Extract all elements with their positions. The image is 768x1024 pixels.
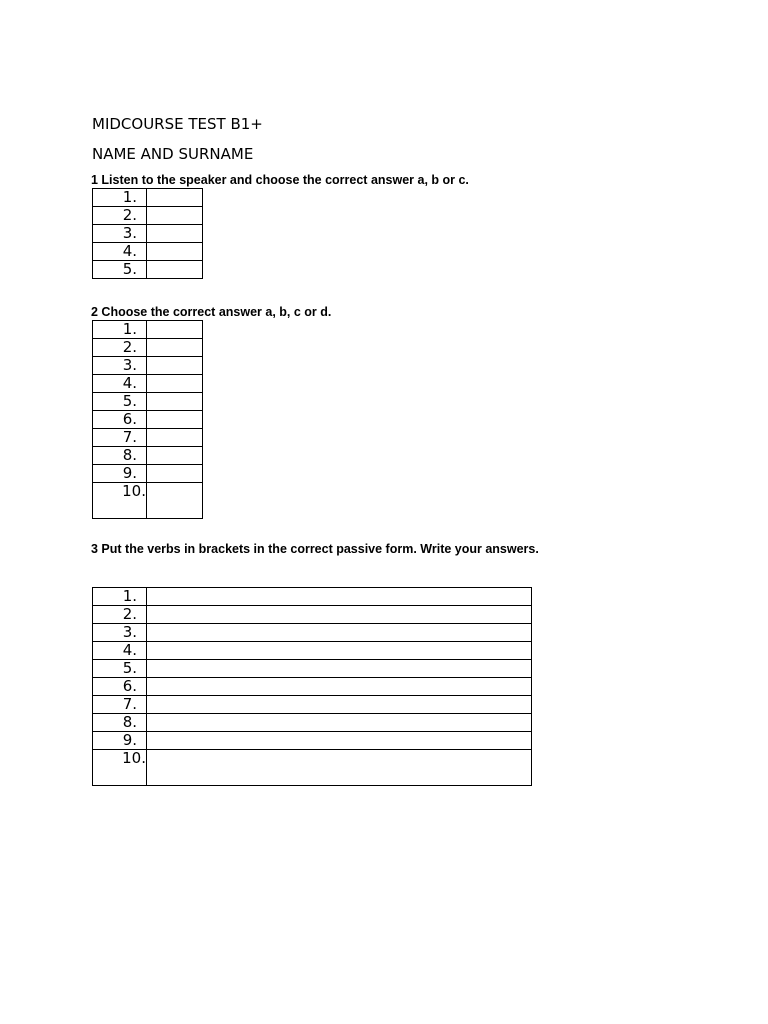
- answer-cell[interactable]: [147, 207, 203, 225]
- answer-cell[interactable]: [147, 732, 532, 750]
- table-row: [93, 321, 203, 339]
- item-number: 7.: [93, 696, 147, 714]
- table-row: [93, 225, 203, 243]
- item-number: 4.: [93, 375, 147, 393]
- section-2-answer-table: [92, 320, 203, 519]
- name-and-surname-label: NAME AND SURNAME: [92, 145, 254, 163]
- table-row: [93, 243, 203, 261]
- item-number: 3.: [93, 225, 147, 243]
- table-row: [93, 678, 532, 696]
- section-3-heading: 3 Put the verbs in brackets in the correct passive form. Write your answers.: [91, 542, 539, 556]
- answer-cell[interactable]: [147, 339, 203, 357]
- answer-cell[interactable]: [147, 189, 203, 207]
- answer-cell[interactable]: [147, 243, 203, 261]
- item-number: 5.: [93, 660, 147, 678]
- answer-cell[interactable]: [147, 696, 532, 714]
- table-row: [93, 339, 203, 357]
- answer-cell[interactable]: [147, 750, 532, 786]
- table-row: [93, 261, 203, 279]
- item-number: 6.: [93, 678, 147, 696]
- answer-cell[interactable]: [147, 429, 203, 447]
- answer-cell[interactable]: [147, 447, 203, 465]
- section-2-heading: 2 Choose the correct answer a, b, c or d.: [91, 305, 332, 319]
- answer-cell[interactable]: [147, 357, 203, 375]
- table-row: [93, 588, 532, 606]
- answer-cell[interactable]: [147, 321, 203, 339]
- answer-cell[interactable]: [147, 393, 203, 411]
- item-number: 1.: [93, 189, 147, 207]
- table-row: [93, 606, 532, 624]
- answer-cell[interactable]: [147, 588, 532, 606]
- item-number: 2.: [93, 207, 147, 225]
- test-title: MIDCOURSE TEST B1+: [92, 115, 263, 133]
- item-number: 9.: [93, 465, 147, 483]
- table-row: [93, 483, 203, 519]
- answer-cell[interactable]: [147, 411, 203, 429]
- answer-cell[interactable]: [147, 375, 203, 393]
- answer-cell[interactable]: [147, 465, 203, 483]
- answer-cell[interactable]: [147, 660, 532, 678]
- item-number: 4.: [93, 243, 147, 261]
- item-number: 10.: [93, 750, 147, 786]
- table-row: [93, 750, 532, 786]
- table-row: [93, 447, 203, 465]
- item-number: 8.: [93, 447, 147, 465]
- item-number: 5.: [93, 393, 147, 411]
- table-row: [93, 624, 532, 642]
- item-number: 1.: [93, 588, 147, 606]
- table-row: [93, 465, 203, 483]
- table-row: [93, 696, 532, 714]
- item-number: 5.: [93, 261, 147, 279]
- answer-cell[interactable]: [147, 261, 203, 279]
- section-1-heading: 1 Listen to the speaker and choose the correct answer a, b or c.: [91, 173, 469, 187]
- answer-cell[interactable]: [147, 225, 203, 243]
- table-row: [93, 642, 532, 660]
- section-1-answer-table: [92, 188, 203, 279]
- answer-cell[interactable]: [147, 606, 532, 624]
- table-row: [93, 429, 203, 447]
- section-3-answer-table: [92, 587, 532, 786]
- table-row: [93, 375, 203, 393]
- answer-cell[interactable]: [147, 624, 532, 642]
- item-number: 3.: [93, 624, 147, 642]
- item-number: 1.: [93, 321, 147, 339]
- table-row: [93, 660, 532, 678]
- table-row: [93, 732, 532, 750]
- item-number: 7.: [93, 429, 147, 447]
- table-row: [93, 189, 203, 207]
- item-number: 3.: [93, 357, 147, 375]
- item-number: 9.: [93, 732, 147, 750]
- item-number: 2.: [93, 339, 147, 357]
- table-row: [93, 393, 203, 411]
- item-number: 8.: [93, 714, 147, 732]
- item-number: 2.: [93, 606, 147, 624]
- item-number: 4.: [93, 642, 147, 660]
- answer-cell[interactable]: [147, 483, 203, 519]
- item-number: 10.: [93, 483, 147, 519]
- table-row: [93, 411, 203, 429]
- item-number: 6.: [93, 411, 147, 429]
- table-row: [93, 714, 532, 732]
- answer-cell[interactable]: [147, 714, 532, 732]
- answer-cell[interactable]: [147, 642, 532, 660]
- table-row: [93, 357, 203, 375]
- table-row: [93, 207, 203, 225]
- answer-cell[interactable]: [147, 678, 532, 696]
